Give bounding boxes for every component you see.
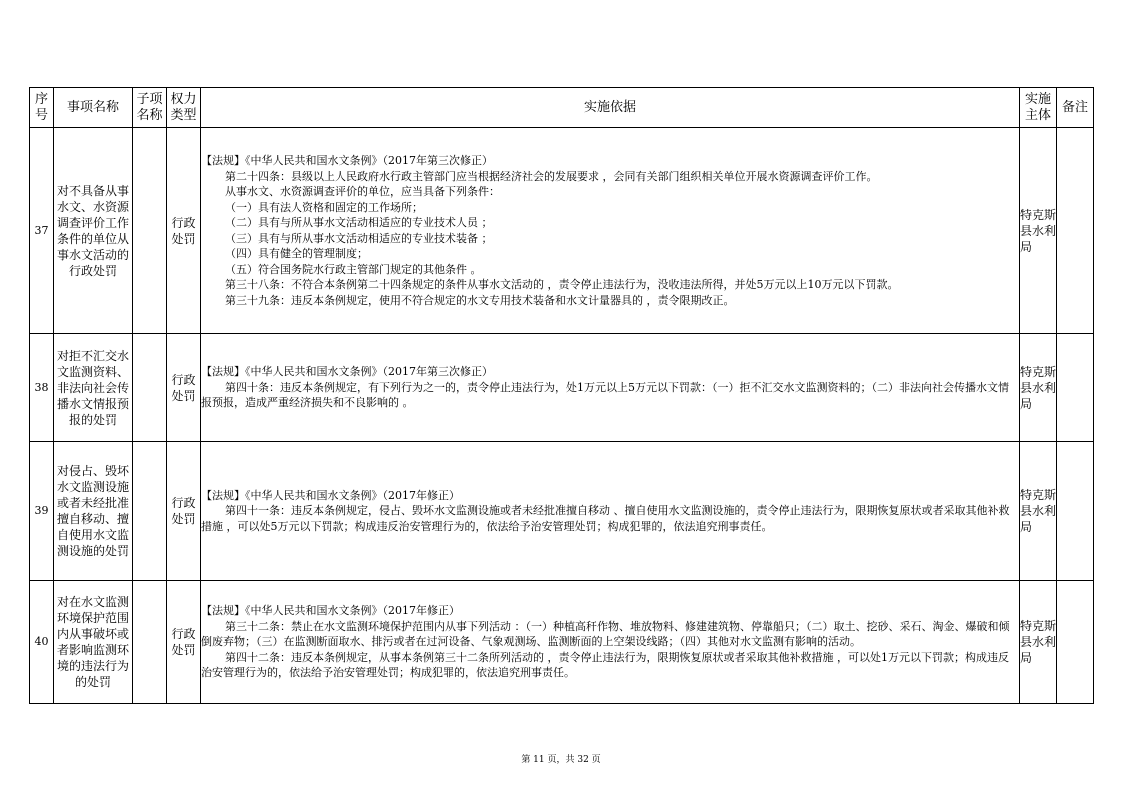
row-sub-name bbox=[133, 128, 167, 334]
header-no: 序号 bbox=[30, 88, 54, 128]
row-remark bbox=[1057, 128, 1094, 334]
basis-line: 【法规】《中华人民共和国水文条例》（2017年修正） bbox=[201, 488, 460, 502]
header-item-name: 事项名称 bbox=[54, 88, 133, 128]
row-item-name: 对不具备从事水文、水资源调查评价工作条件的单位从事水文活动的行政处罚 bbox=[54, 128, 133, 334]
row-power-type: 行政处罚 bbox=[167, 581, 201, 704]
header-power-type: 权力类型 bbox=[167, 88, 201, 128]
basis-line: （二）具有与所从事水文活动相适应的专业技术人员 ； bbox=[225, 216, 493, 229]
row-remark bbox=[1057, 581, 1094, 704]
basis-line: 【法规】《中华人民共和国水文条例》（2017年修正） bbox=[201, 604, 460, 618]
basis-line: （四）具有健全的管理制度； bbox=[225, 247, 368, 260]
row-subject: 特克斯县水利局 bbox=[1020, 581, 1057, 704]
row-power-type: 行政处罚 bbox=[167, 442, 201, 581]
header-remark: 备注 bbox=[1057, 88, 1094, 128]
basis-line: 第三十八条：不符合本条例第二十四条规定的条件从事水文活动的 ，责令停止违法行为，没收违法所得，并处5万元以上10万元以下罚款。 bbox=[225, 278, 899, 291]
row-no: 37 bbox=[30, 128, 54, 334]
row-no: 38 bbox=[30, 334, 54, 442]
row-basis bbox=[201, 334, 1020, 442]
row-basis bbox=[201, 442, 1020, 581]
basis-line: 第四十条：违反本条例规定，有下列行为之一的，责令停止违法行为，处1万元以上5万元以下罚款：（一）拒不汇交水文监测资料的；（二）非法向社会传播水文情报预报，造成严重经济损失和不良影响的 。 bbox=[201, 380, 1009, 410]
basis-line: 第三十二条：禁止在水文监测环境保护范围内从事下列活动 ：（一）种植高秆作物、堆放物料、修建建筑物、停靠船只；（二）取土、挖砂、采石、淘金、爆破和倾倒废弃物；（三）在监测断面取水、排污或者在过河设备、气象观测场、监测断面的上空架设线路；（四）其他对水文监测有影响的活动。 bbox=[201, 619, 1010, 649]
row-item-name: 对侵占、毁坏水文监测设施或者未经批准擅自移动、擅自使用水文监测设施的处罚 bbox=[54, 442, 133, 581]
row-item-name: 对在水文监测环境保护范围内从事破坏或者影响监测环境的违法行为的处罚 bbox=[54, 581, 133, 704]
row-power-type: 行政处罚 bbox=[167, 128, 201, 334]
basis-line: （五）符合国务院水行政主管部门规定的其他条件 。 bbox=[225, 262, 482, 276]
basis-line: 【法规】《中华人民共和国水文条例》（2017年第三次修正） bbox=[201, 154, 493, 167]
row-sub-name bbox=[133, 334, 167, 442]
row-no: 40 bbox=[30, 581, 54, 704]
row-power-type: 行政处罚 bbox=[167, 334, 201, 442]
basis-line: 第三十九条：违反本条例规定，使用不符合规定的水文专用技术装备和水文计量器具的 ，责令限期改正。 bbox=[225, 293, 735, 307]
power-list-table bbox=[29, 87, 1094, 704]
row-remark bbox=[1057, 334, 1094, 442]
table-row bbox=[30, 442, 1094, 581]
basis-line: （一）具有法人资格和固定的工作场所； bbox=[225, 200, 423, 214]
basis-line: 第四十一条：违反本条例规定，侵占、毁坏水文监测设施或者未经批准擅自移动 、擅自使用水文监测设施的，责令停止违法行为，限期恢复原状或者采取其他补救措施 ，可以处5万元以下罚款；构成违反治安管理行为的，依法给予治安管理处罚；构成犯罪的，依法追究刑事责任。 bbox=[201, 504, 1010, 533]
row-item-name: 对拒不汇交水文监测资料、非法向社会传播水文情报预报的处罚 bbox=[54, 334, 133, 442]
table-row bbox=[30, 334, 1094, 442]
basis-line: 【法规】《中华人民共和国水文条例》（2017年第三次修正） bbox=[201, 365, 493, 379]
basis-line: 从事水文、水资源调查评价的单位，应当具备下列条件： bbox=[225, 185, 500, 198]
header-subject: 实施主体 bbox=[1020, 88, 1057, 128]
row-no: 39 bbox=[30, 442, 54, 581]
row-basis bbox=[201, 128, 1020, 334]
table-header-row bbox=[30, 88, 1094, 128]
basis-line: 第二十四条：县级以上人民政府水行政主管部门应当根据经济社会的发展要求 ，会同有关部门组织相关单位开展水资源调查评价工作。 bbox=[225, 169, 878, 183]
basis-line: 第四十二条：违反本条例规定，从事本条例第三十二条所列活动的 ，责令停止违法行为，限期恢复原状或者采取其他补救措施 ，可以处1万元以下罚款；构成违反治安管理行为的，依法给予治安管理处罚；构成犯罪的，依法追究刑事责任。 bbox=[201, 650, 1009, 680]
header-sub-name: 子项名称 bbox=[133, 88, 167, 128]
row-subject: 特克斯县水利局 bbox=[1020, 128, 1057, 334]
row-sub-name bbox=[133, 442, 167, 581]
page-number-footer: 第 11 页，共 32 页 bbox=[521, 755, 601, 765]
row-sub-name bbox=[133, 581, 167, 704]
row-subject: 特克斯县水利局 bbox=[1020, 442, 1057, 581]
basis-line: （三）具有与所从事水文活动相适应的专业技术装备 ； bbox=[225, 231, 493, 245]
table-row bbox=[30, 581, 1094, 704]
table-row bbox=[30, 128, 1094, 334]
row-subject: 特克斯县水利局 bbox=[1020, 334, 1057, 442]
header-basis: 实施依据 bbox=[201, 88, 1020, 128]
row-basis bbox=[201, 581, 1020, 704]
row-remark bbox=[1057, 442, 1094, 581]
